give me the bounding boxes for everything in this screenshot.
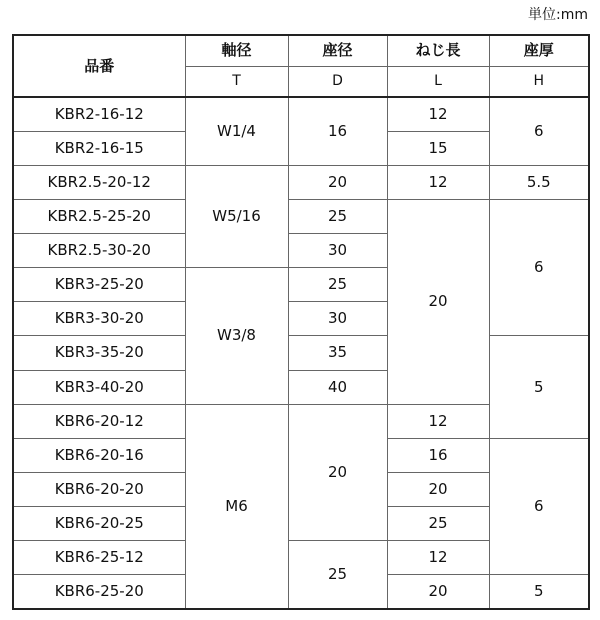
seat-thickness-cell: 6 <box>489 438 589 575</box>
seat-diameter-cell: 16 <box>288 97 387 165</box>
shaft-cell: W3/8 <box>185 268 288 405</box>
part-number-cell: KBR6-20-25 <box>13 507 185 541</box>
part-number-cell: KBR2.5-25-20 <box>13 199 185 233</box>
part-number-cell: KBR6-25-20 <box>13 575 185 609</box>
seat-diameter-cell: 25 <box>288 541 387 609</box>
symbol-seat-diameter: D <box>288 66 387 97</box>
thread-length-cell: 12 <box>387 97 489 131</box>
header-part-number: 品番 <box>13 35 185 97</box>
seat-diameter-cell: 35 <box>288 336 387 370</box>
part-number-cell: KBR6-20-20 <box>13 472 185 506</box>
seat-diameter-cell: 20 <box>288 165 387 199</box>
unit-label: 単位:mm <box>528 7 588 23</box>
table-row <box>13 97 589 131</box>
shaft-cell: W5/16 <box>185 165 288 267</box>
thread-length-cell: 15 <box>387 131 489 165</box>
header-seat-thickness: 座厚 <box>489 35 589 66</box>
part-number-cell: KBR3-40-20 <box>13 370 185 404</box>
seat-diameter-cell: 30 <box>288 234 387 268</box>
thread-length-cell: 12 <box>387 165 489 199</box>
part-number-cell: KBR3-35-20 <box>13 336 185 370</box>
table-row <box>13 336 589 370</box>
part-number-cell: KBR2-16-12 <box>13 97 185 131</box>
part-number-cell: KBR2-16-15 <box>13 131 185 165</box>
spec-table <box>12 34 590 610</box>
part-number-cell: KBR2.5-20-12 <box>13 165 185 199</box>
thread-length-cell: 25 <box>387 507 489 541</box>
seat-diameter-cell: 20 <box>288 404 387 541</box>
seat-diameter-cell: 25 <box>288 199 387 233</box>
header-shaft-diameter: 軸径 <box>185 35 288 66</box>
part-number-cell: KBR3-25-20 <box>13 268 185 302</box>
seat-diameter-cell: 25 <box>288 268 387 302</box>
header-seat-diameter: 座径 <box>288 35 387 66</box>
seat-thickness-cell: 5.5 <box>489 165 589 199</box>
symbol-shaft: T <box>185 66 288 97</box>
part-number-cell: KBR2.5-30-20 <box>13 234 185 268</box>
thread-length-cell: 20 <box>387 472 489 506</box>
thread-length-cell: 12 <box>387 404 489 438</box>
shaft-cell: M6 <box>185 404 288 609</box>
part-number-cell: KBR6-20-16 <box>13 438 185 472</box>
part-number-cell: KBR6-20-12 <box>13 404 185 438</box>
table-row <box>13 165 589 199</box>
thread-length-cell: 16 <box>387 438 489 472</box>
seat-thickness-cell: 5 <box>489 336 589 438</box>
shaft-cell: W1/4 <box>185 97 288 165</box>
seat-thickness-cell: 5 <box>489 575 589 609</box>
thread-length-cell: 12 <box>387 541 489 575</box>
part-number-cell: KBR3-30-20 <box>13 302 185 336</box>
header-row <box>13 35 589 66</box>
seat-diameter-cell: 40 <box>288 370 387 404</box>
thread-length-cell: 20 <box>387 199 489 404</box>
symbol-seat-thickness: H <box>489 66 589 97</box>
table-row <box>13 199 589 233</box>
header-thread-length: ねじ長 <box>387 35 489 66</box>
seat-thickness-cell: 6 <box>489 97 589 165</box>
symbol-thread-length: L <box>387 66 489 97</box>
thread-length-cell: 20 <box>387 575 489 609</box>
seat-thickness-cell: 6 <box>489 199 589 336</box>
seat-diameter-cell: 30 <box>288 302 387 336</box>
part-number-cell: KBR6-25-12 <box>13 541 185 575</box>
